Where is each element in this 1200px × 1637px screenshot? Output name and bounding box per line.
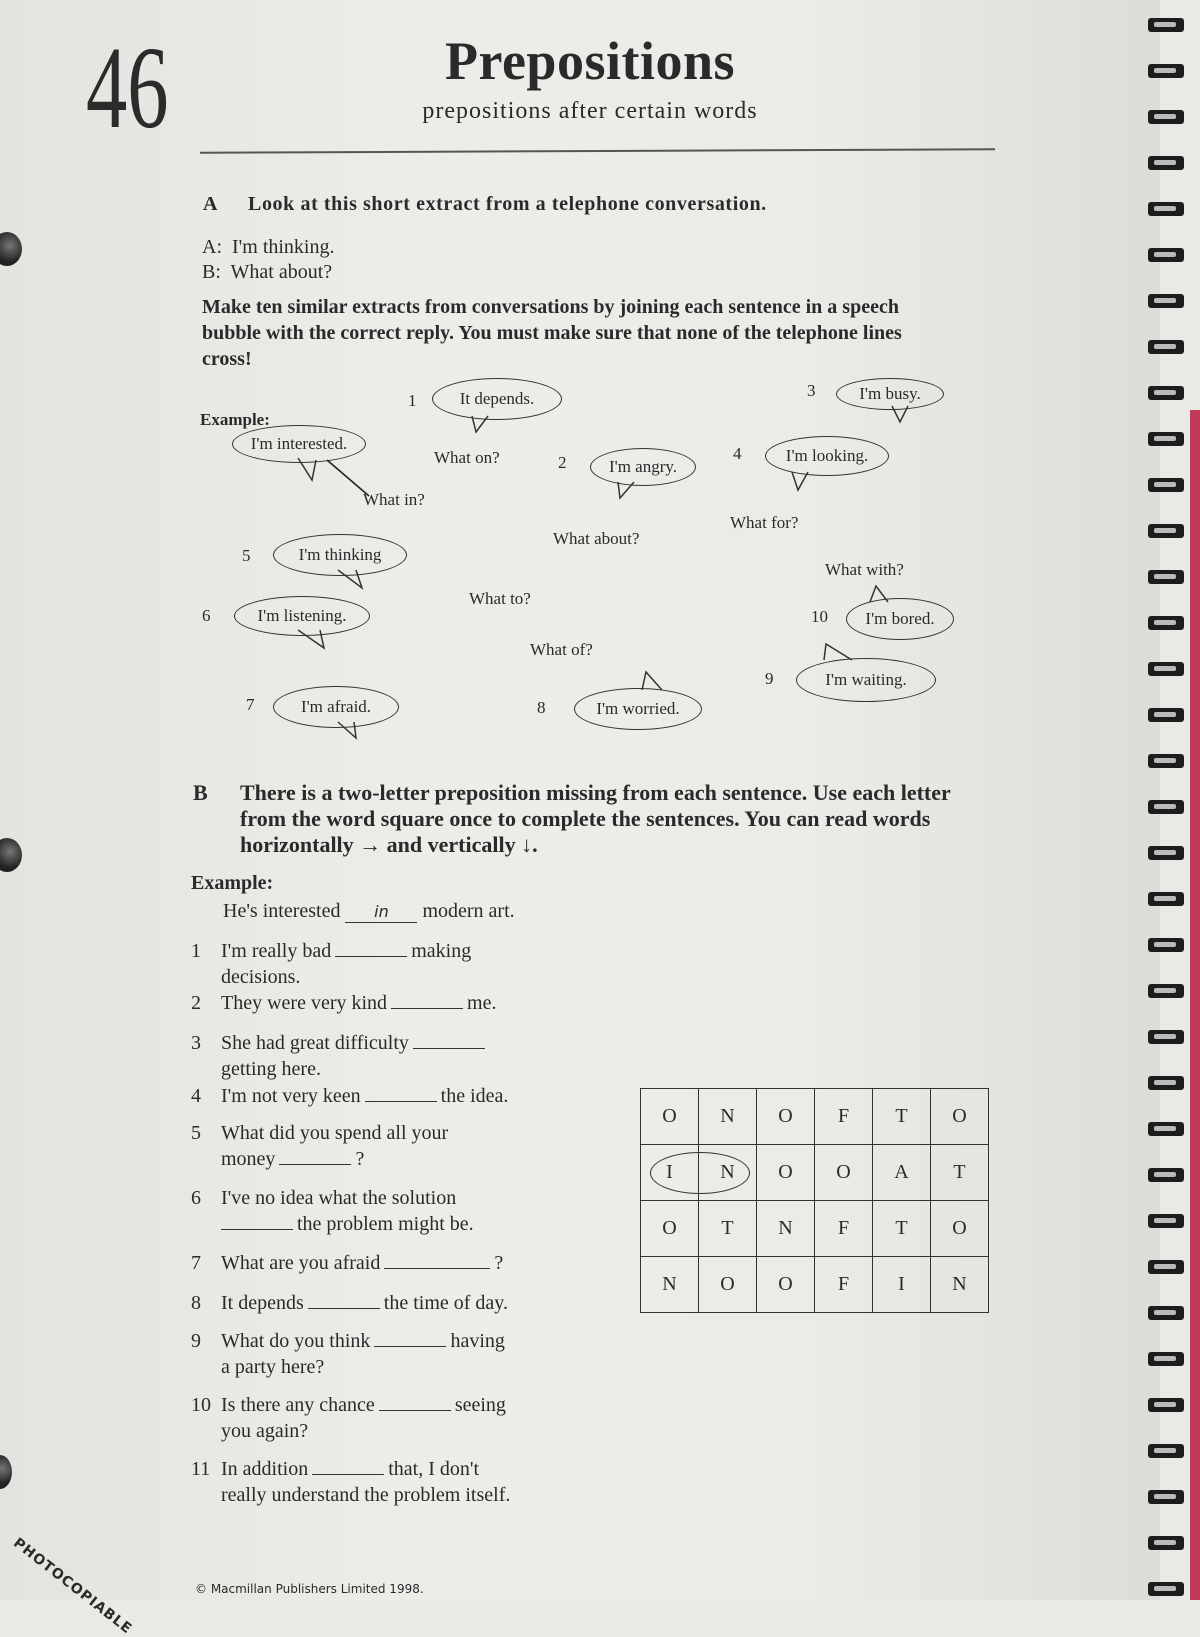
spiral-coil [1148, 984, 1184, 998]
dialog-line-b: B: What about? [202, 261, 333, 283]
grid-cell[interactable]: O [699, 1257, 757, 1313]
grid-cell[interactable]: F [815, 1257, 873, 1313]
grid-cell[interactable]: O [757, 1089, 815, 1145]
spiral-coil [1148, 524, 1184, 538]
sentence-11: 11 In addition that, I don't really understand the problem itself. [191, 1458, 511, 1506]
bubble-number: 9 [765, 669, 774, 688]
spiral-coil [1148, 294, 1184, 308]
bubble-tail [470, 414, 500, 434]
punch-hole [0, 838, 22, 872]
grid-cell[interactable]: O [757, 1145, 815, 1201]
grid-cell[interactable]: T [873, 1201, 931, 1257]
reply-what-to: What to? [469, 589, 531, 608]
section-a-letter: A [203, 193, 218, 215]
bubble-tail [790, 470, 820, 494]
grid-cell[interactable]: O [815, 1145, 873, 1201]
spiral-coil [1148, 1444, 1184, 1458]
unit-number: 46 [86, 22, 169, 153]
bubble-tail [336, 568, 366, 592]
spiral-coil [1148, 1122, 1184, 1136]
bubble-tail [296, 628, 332, 652]
sentence-6: 6 I've no idea what the solution the problem might be. [191, 1187, 474, 1235]
grid-cell[interactable]: N [699, 1145, 757, 1201]
spiral-coil [1148, 846, 1184, 860]
spiral-coil [1148, 18, 1184, 32]
spiral-coil [1148, 708, 1184, 722]
sentence-7: 7 What are you afraid ? [191, 1252, 504, 1274]
spiral-coil [1148, 1398, 1184, 1412]
example-bubble: I'm interested. [232, 425, 366, 463]
bubble-im-worried: I'm worried. [574, 688, 702, 730]
reply-what-for: What for? [730, 513, 799, 532]
sentence-4: 4 I'm not very keen the idea. [191, 1085, 509, 1107]
answer-blank[interactable] [279, 1163, 351, 1165]
copyright: © Macmillan Publishers Limited 1998. [195, 1582, 424, 1596]
section-a-instructions: Make ten similar extracts from conversations by joining each sentence in a speech bubble with the correct reply. You must make sure that none of the telephone lines cross! [202, 296, 902, 370]
spiral-coil [1148, 616, 1184, 630]
section-b-heading: There is a two-letter preposition missing from each sentence. Use each letter from the word square once to complete the sentences. You can read words horizontally → and vertically ↓. [240, 780, 951, 857]
spiral-coil [1148, 478, 1184, 492]
bubble-tail [640, 670, 670, 692]
example-label-b: Example: [191, 872, 274, 894]
spiral-coil [1148, 432, 1184, 446]
dialog-line-a: A: I'm thinking. [202, 236, 335, 258]
section-b-letter: B [193, 780, 208, 805]
sentence-3: 3 She had great difficulty getting here. [191, 1030, 489, 1082]
bubble-number: 5 [242, 546, 251, 565]
reply-what-of: What of? [530, 640, 593, 659]
answer-blank[interactable] [335, 955, 407, 957]
example-sentence: He's interested in modern art. [223, 900, 515, 922]
edge-tab [1190, 410, 1200, 1600]
grid-cell[interactable]: T [931, 1145, 989, 1201]
spiral-coil [1148, 248, 1184, 262]
spiral-coil [1148, 662, 1184, 676]
reply-what-about: What about? [553, 529, 640, 548]
spiral-coil [1148, 1352, 1184, 1366]
spiral-coil [1148, 1214, 1184, 1228]
spiral-coil [1148, 1536, 1184, 1550]
punch-hole [0, 1455, 12, 1489]
bubble-number: 10 [811, 607, 828, 626]
example-label: Example: [200, 410, 270, 429]
answer-blank[interactable] [413, 1047, 485, 1049]
spiral-coil [1148, 156, 1184, 170]
example-circle-in [650, 1152, 750, 1194]
grid-cell[interactable]: O [931, 1089, 989, 1145]
reply-what-on: What on? [434, 448, 500, 467]
grid-cell[interactable]: O [641, 1201, 699, 1257]
bubble-tail [612, 480, 642, 502]
bubble-im-angry: I'm angry. [590, 448, 696, 486]
grid-cell[interactable]: N [931, 1257, 989, 1313]
page-subtitle: prepositions after certain words [422, 98, 758, 124]
bubble-tail [890, 404, 920, 426]
grid-cell[interactable]: I [873, 1257, 931, 1313]
sentence-1: 1 I'm really bad making decisions. [191, 940, 472, 988]
bubble-tail [336, 720, 366, 742]
answer-blank[interactable] [365, 1100, 437, 1102]
example-answer: in [345, 902, 417, 923]
spiral-coil [1148, 1076, 1184, 1090]
spiral-coil [1148, 892, 1184, 906]
example-reply: What in? [363, 490, 425, 509]
bubble-number: 8 [537, 698, 546, 717]
spiral-coil [1148, 202, 1184, 216]
page-title: Prepositions [444, 31, 736, 91]
sentence-9: 9 What do you think having a party here? [191, 1330, 505, 1378]
spiral-coil [1148, 938, 1184, 952]
bubble-im-looking: I'm looking. [765, 436, 889, 476]
answer-blank[interactable] [308, 1307, 380, 1309]
sentence-2: 2 They were very kind me. [191, 992, 497, 1014]
grid-cell[interactable]: O [641, 1089, 699, 1145]
word-square [640, 1088, 989, 1313]
bubble-number: 3 [807, 381, 816, 400]
answer-blank[interactable] [312, 1473, 384, 1475]
bubble-im-waiting: I'm waiting. [796, 658, 936, 702]
spiral-coil [1148, 754, 1184, 768]
grid-cell[interactable]: O [931, 1201, 989, 1257]
answer-blank[interactable] [379, 1409, 451, 1411]
spiral-coil [1148, 1260, 1184, 1274]
bubble-number: 7 [246, 695, 255, 714]
spiral-coil [1148, 64, 1184, 78]
bubble-im-listening: I'm listening. [234, 596, 370, 636]
bubble-number: 6 [202, 606, 211, 625]
sentence-8: 8 It depends the time of day. [191, 1292, 508, 1314]
grid-cell[interactable]: F [815, 1201, 873, 1257]
bubble-tail [868, 584, 898, 604]
bubble-tail [822, 642, 862, 662]
photocopiable-stamp: PHOTOCOPIABLE [10, 1535, 136, 1637]
punch-hole [0, 232, 22, 266]
grid-cell[interactable]: A [873, 1145, 931, 1201]
title-rule [200, 148, 995, 153]
spiral-coil [1148, 110, 1184, 124]
sentence-5: 5 What did you spend all your money ? [191, 1122, 449, 1170]
grid-cell[interactable]: N [641, 1257, 699, 1313]
grid-cell[interactable]: T [873, 1089, 931, 1145]
answer-blank[interactable] [374, 1345, 446, 1347]
reply-what-with: What with? [825, 560, 904, 579]
grid-cell[interactable]: N [699, 1089, 757, 1145]
spiral-coil [1148, 340, 1184, 354]
bubble-number: 4 [733, 444, 742, 463]
spiral-coil [1148, 386, 1184, 400]
spiral-coil [1148, 570, 1184, 584]
sentence-10: 10 Is there any chance seeing you again? [191, 1394, 506, 1442]
answer-blank[interactable] [221, 1228, 293, 1230]
bubble-im-thinking: I'm thinking [273, 534, 407, 576]
section-a-heading: Look at this short extract from a telephone conversation. [248, 193, 767, 215]
spiral-coil [1148, 1168, 1184, 1182]
grid-cell[interactable]: T [699, 1201, 757, 1257]
spiral-coil [1148, 1306, 1184, 1320]
bubble-number: 1 [408, 391, 417, 410]
bubble-im-busy: I'm busy. [836, 378, 944, 410]
spiral-coil [1148, 1582, 1184, 1596]
spiral-coil [1148, 800, 1184, 814]
answer-blank[interactable] [384, 1267, 490, 1269]
answer-blank[interactable] [391, 1007, 463, 1009]
bubble-number: 2 [558, 453, 567, 472]
grid-cell[interactable]: I [641, 1145, 699, 1201]
bubble-im-bored: I'm bored. [846, 598, 954, 640]
grid-cell[interactable]: N [757, 1201, 815, 1257]
grid-cell[interactable]: O [757, 1257, 815, 1313]
bubble-it-depends: It depends. [432, 378, 562, 420]
bubble-im-afraid: I'm afraid. [273, 686, 399, 728]
spiral-coil [1148, 1030, 1184, 1044]
grid-cell[interactable]: F [815, 1089, 873, 1145]
example-bubble-tail [290, 458, 330, 484]
spiral-coil [1148, 1490, 1184, 1504]
